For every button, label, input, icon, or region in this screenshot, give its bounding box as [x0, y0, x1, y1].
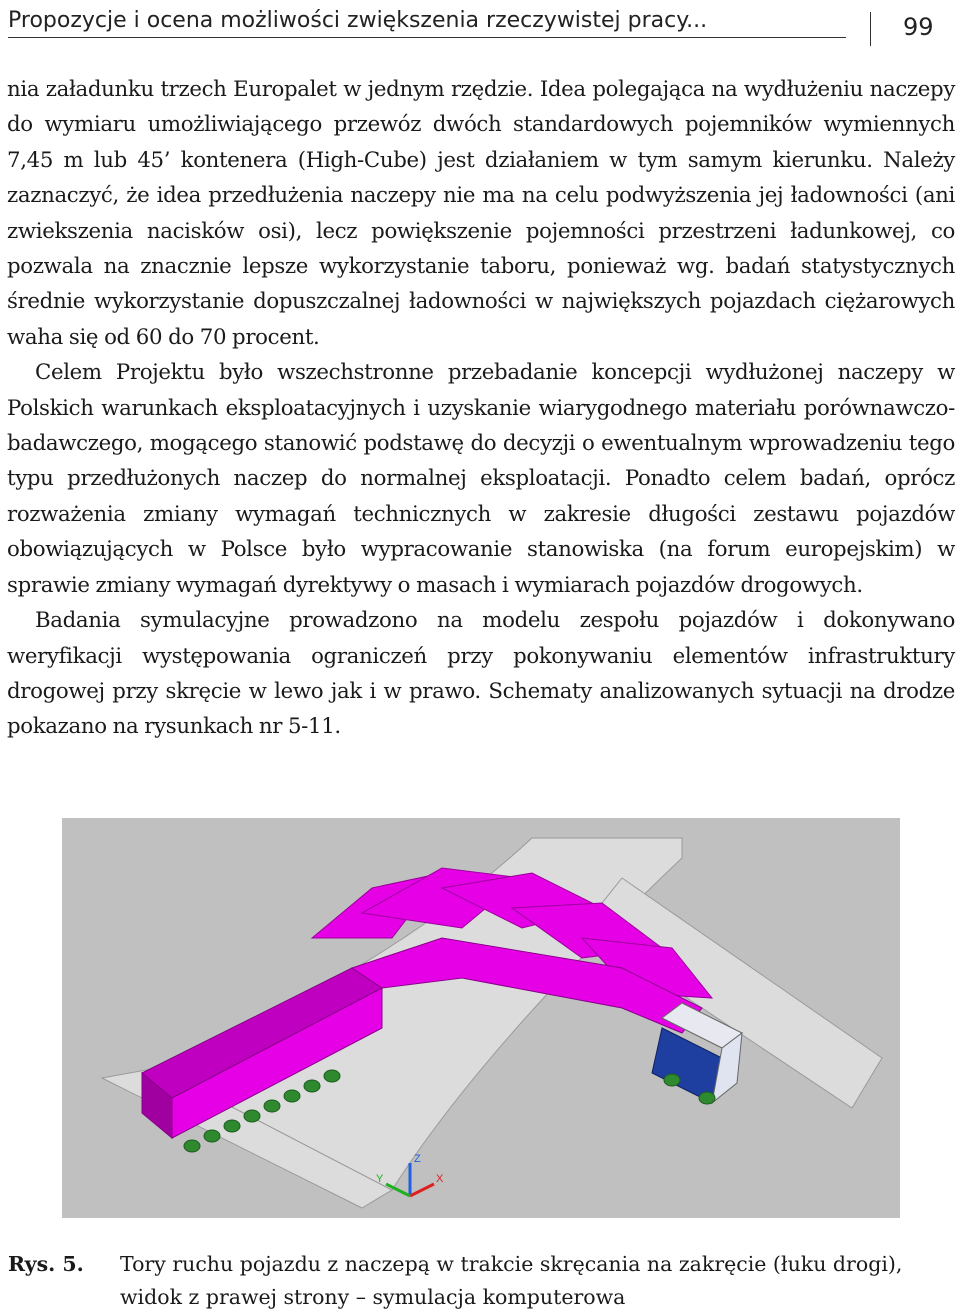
wheel: [264, 1100, 280, 1112]
wheel: [324, 1070, 340, 1082]
wheel: [284, 1090, 300, 1102]
tractor-wheel: [664, 1074, 680, 1086]
wheel: [244, 1110, 260, 1122]
x-axis-label: X: [436, 1173, 444, 1185]
running-title: Propozycje i ocena możliwości zwiększenia rzeczywistej pracy...: [8, 8, 708, 33]
wheel: [224, 1120, 240, 1132]
tractor-wheel: [699, 1092, 715, 1104]
z-axis-label: Z: [414, 1153, 421, 1165]
page-number: 99: [903, 13, 934, 41]
paragraph-3: Badania symulacyjne prowadzono na modelu zespołu pojazdów i dokonywano weryfikacji występowania ograniczeń przy pokonywaniu elementów infrastruktury drogowej przy skręcie w lewo jak i w prawo. Schematy analizowanych sytuacji na drodze pokazano na rysunkach nr 5-11.: [7, 608, 955, 740]
body-text: [7, 72, 955, 745]
header-divider: [870, 12, 871, 46]
caption-label: Rys. 5.: [8, 1252, 84, 1276]
paragraph-2: Celem Projektu było wszechstronne przebadanie koncepcji wydłużonej naczepy w Polskich warunkach eksploatacyjnych i uzyskanie wiarygodnego materiału porównawczo-badawczego, mogącego stanowić podstawę do decyzji o ewentualnym wprowadzeniu tego typu przedłużonych naczep do normalnej eksploatacji. Ponadto celem badań, oprócz rozważenia zmiany wymagań technicznych w zakresie długości zestawu pojazdów obowiązujących w Polsce było wypracowanie stanowiska (na forum europejskim) w sprawie zmiany wymagań dyrektywy o masach i wymiarach pojazdów drogowych.: [7, 360, 955, 598]
paragraph-1: nia załadunku trzech Europalet w jednym rzędzie. Idea polegająca na wydłużeniu naczepy do wymiaru umożliwiającego przewóz dwóch standardowych pojemników wymiennych 7,45 m lub 45’ kontenera (High-Cube) jest działaniem w tym samym kierunku. Należy zaznaczyć, że idea przedłużenia naczepy nie ma na celu podwyższenia jej ładowności (ani zwiekszenia nacisków osi), lecz powiększenie pojemności przestrzeni ładunkowej, co pozwala na znacznie lepsze wykorzystanie taboru, ponieważ wg. badań statystycznych średnie wykorzystanie dopuszczalnej ładowności w największych pojazdach ciężarowych waha się od 60 do 70 procent.: [7, 77, 955, 350]
header-rule: [8, 37, 846, 38]
y-axis-label: Y: [376, 1173, 384, 1185]
wheel: [304, 1080, 320, 1092]
simulation-render: [62, 818, 900, 1218]
simulation-figure: [62, 818, 900, 1218]
caption-text: Tory ruchu pojazdu z naczepą w trakcie skręcania na zakręcie (łuku drogi), widok z prawej strony – symulacja komputerowa: [120, 1252, 903, 1309]
wheel: [204, 1130, 220, 1142]
page-header: [8, 6, 953, 46]
wheel: [184, 1140, 200, 1152]
